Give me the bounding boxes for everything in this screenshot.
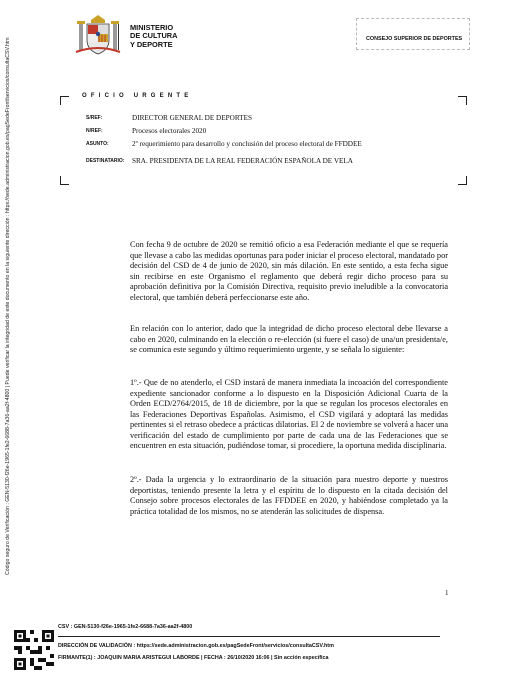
bracket-top-left: [60, 96, 69, 105]
coat-of-arms-icon: [74, 14, 122, 58]
ministry-name: MINISTERIO DE CULTURA Y DEPORTE: [130, 23, 178, 49]
footer-csv: CSV : GEN-5130-f26e-1965-1fe2-6688-7a36-aa2f-4800: [58, 624, 193, 630]
footer-signer: FIRMANTE(1) : JOAQUIN MARIA ARISTEGUI LABORDE | FECHA : 26/10/2020 16:06 | Sin acción específica: [58, 655, 329, 661]
council-name: CONSEJO SUPERIOR DE DEPORTES: [366, 36, 463, 42]
bracket-top-right: [458, 96, 467, 105]
oficio-label: OFICIO URGENTE: [82, 93, 193, 99]
verification-side-text: Código seguro de Verificación : GEN-5130-f26e-1965-1fe2-6688-7a36-aa2f-4800 | Puede verificar la integridad de este documento en la siguiente dirección : https://sede.administracion.gob.es/pagSedeFront/servicios/consultaCSV.htm: [5, 37, 11, 575]
footer-validation: DIRECCIÓN DE VALIDACIÓN : https://sede.administracion.gob.es/pagSedeFront/servicios/consultaCSV.htm: [58, 643, 334, 649]
body-paragraph-3: 1º.- Que de no atenderlo, el CSD instará de manera inmediata la incoación del correspondiente expediente sancionador conforme a lo dispuesto en la Disposición Adicional Cuarta de la Orden ECD/2764/2015, de 18 de diciembre, por la que se regulan los procesos electorales en las Federaciones Deportivas Españolas. Asimismo, el CSD vigilará y adoptará las medidas pertinentes si el retraso obedece a prácticas dilatorias. El 2 de noviembre se volverá a hacer una verificación del estado de cumplimiento por parte de cada una de las Federaciones que se encuentren en esta situación, pudiéndose tomar, si procediere, la oportuna medida disciplinaria.: [130, 378, 448, 450]
qr-code-icon[interactable]: [14, 630, 54, 670]
stamp-box: [356, 18, 470, 50]
bracket-bottom-left: [60, 176, 69, 185]
bracket-bottom-right: [458, 176, 467, 185]
body-paragraph-2: En relación con lo anterior, dado que la integridad de dicho proceso electoral debe llevarse a cabo en 2020, culminando en la elección o re-elección (si fuere el caso) de una/un presidenta/e, se comunica este segundo y último requerimiento urgente, y se señala lo siguiente:: [130, 324, 448, 354]
ministry-divider: [118, 24, 119, 50]
page-number: 1: [445, 589, 449, 597]
footer-divider: [58, 636, 440, 637]
body-paragraph-1: Con fecha 9 de octubre de 2020 se remitió oficio a esa Federación mediante el que se requería que llevase a cabo las medidas oportunas para poder iniciar el proceso electoral, mandatado por decisión del CSD de 4 de junio de 2020, sin más dilación. En este sentido, a esta fecha sigue sin recibirse en este Organismo el reglamento que deberá regir dicho proceso para su aprobación definitiva por la Comisión Directiva, requisito previo ineludible a la convocatoria electoral, que también deberá perfeccionarse este año.: [130, 240, 448, 302]
body-paragraph-4: 2º.- Dada la urgencia y lo extraordinario de la situación para nuestro deporte y nuestros deportistas, teniendo presente la letra y el espíritu de lo dispuesto en la citada decisión del Consejo sobre procesos electorales de las FFDDEE en 2020, y habiéndose completado ya la práctica totalidad de los mismos, no se atenderán las solicitudes de dispensa.: [130, 475, 448, 516]
